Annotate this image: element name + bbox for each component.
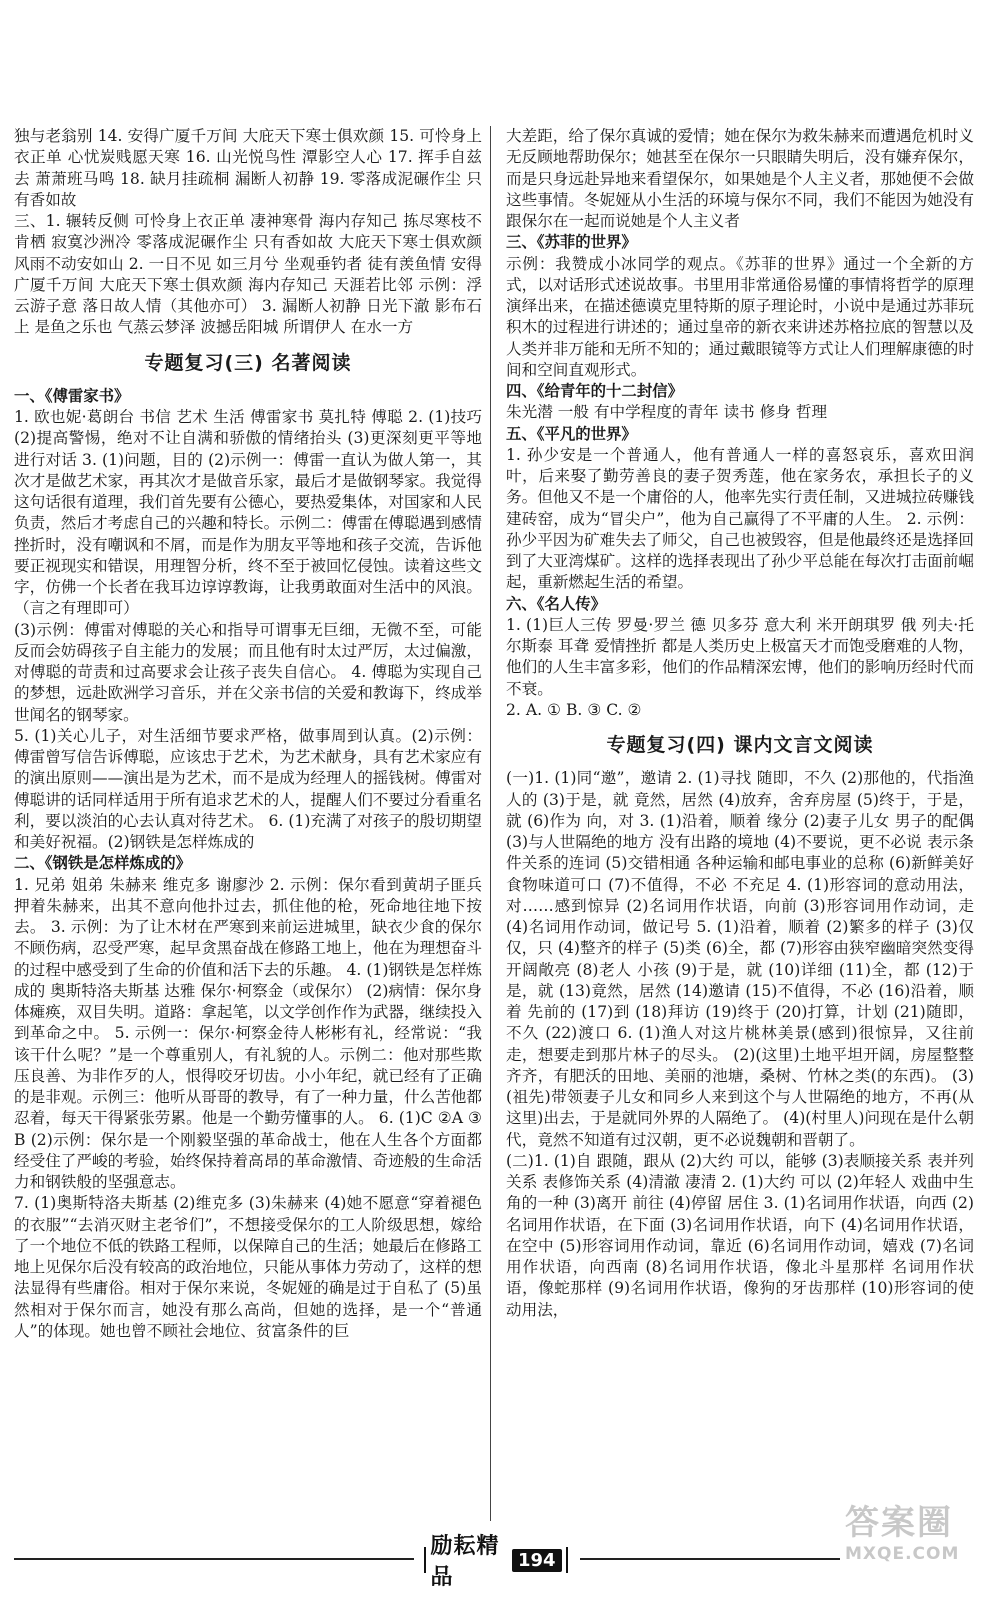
brand-name: 励耘精品 — [430, 1534, 500, 1590]
footer-brand — [420, 1534, 572, 1590]
site-watermark — [845, 1495, 985, 1585]
footer-rule-left — [14, 1558, 414, 1560]
book-heading-steel: 二、《钢铁是怎样炼成的》 — [14, 854, 191, 873]
watermark-url: MXQE.COM — [845, 1544, 960, 1564]
column-divider — [490, 126, 491, 1521]
book-answers-fu-lei-3: 5. (1)关心儿子，对生活细节要求严格，做事周到认真。(2)示例：傅雷曾写信告诉傅聪，应该忠于艺术，为艺术献身，具有艺术家应有的演出原则——演出是为艺术，而不是成为经理人的摇钱树。傅雷对傅聪讲的话同样适用于所有追求艺术的人，提醒人们不要过分看重名利，要以淡泊的心去认真对待艺术。 6. (1)充满了对孩子的殷切期望和美好祝福。(2)钢铁是怎样炼成的 — [14, 726, 482, 851]
book-answers-famous-lives: 1. (1)巨人三传 罗曼·罗兰 德 贝多芬 意大利 米开朗琪罗 俄 列夫·托尔斯泰 耳聋 爱情挫折 都是人类历史上极富天才而饱受磨难的人物，他们的人生丰富多彩，他们的作品精深宏博，他们的影响历经时代而不衰。 — [506, 615, 974, 698]
book-heading-sophie: 三、《苏菲的世界》 — [506, 233, 637, 252]
footer-rule-right — [580, 1558, 840, 1560]
section-title-review-three: 专题复习(三) 名著阅读 — [144, 351, 352, 374]
book-heading-famous-lives: 六、《名人传》 — [506, 594, 607, 613]
book-answers-steel: 1. 兄弟 姐弟 朱赫来 维克多 谢廖沙 2. 示例：保尔看到黄胡子匪兵押着朱赫来，出其不意向他扑过去，抓住他的枪，死命地往地下按去。 3. 示例：为了让木材在严寒到来前运进城里，缺衣少食的保尔不顾伤病，忍受严寒，起早贪黑奋战在修路工地上，他在为理想奋斗的过程中感受到了生命的价值和活下去的乐趣。 4. (1)钢铁是怎样炼成的 奥斯特洛夫斯基 达雅 保尔·柯察金（或保尔） (2)病情：保尔身体瘫痪，双目失明。道路：拿起笔，以文学创作作为武器，继续投入到革命之中。 5. 示例一：保尔·柯察金待人彬彬有礼，经常说：“我该干什么呢？”是一个尊重别人，有礼貌的人。示例二：他对那些欺压良善、为非作歹的人，恨得咬牙切齿。小小年纪，就已经有了正确的是非观。示例三：他听从哥哥的教导，有了一种力量，什么苦他都忍着，每天干得紧张劳累。他是一个勤劳懂事的人。 6. (1)C ②A ③B (2)示例：保尔是一个刚毅坚强的革命战士，他在人生各个方面都经受住了严峻的考验，始终保持着高昂的革命激情、奇迹般的生命活力和钢铁般的坚强意志。 — [14, 875, 482, 1191]
classical-answers-part-one: (一)1. (1)同“邀”，邀请 2. (1)寻找 随即，不久 (2)那他的，代指渔人的 (3)于是，就 竟然，居然 (4)放弃，舍弃房屋 (5)终于，于是，就 (6)作为 向，对 3. (1)沿着，顺着 缘分 (2)妻子儿女 男子的配偶 (3)与人世隔绝的地方 没有出路的境地 (4)不要说，更不必说 表示条件关系的连词 (5)交错相通 各种运输和邮电事业的总称 (6)新鲜美好 食物味道可口 (7)不值得，不必 不充足 4. (1)形容词的意动用法，对……感到惊异 (2)名词用作状语，向前 (3)形容词用作动词，走 (4)名词用作动词，做记号 5. (1)沿着，顺着 (2)繁多的样子 (3)仅仅，只 (4)整齐的样子 (5)类 (6)全，都 (7)形容由狭窄幽暗突然变得开阔敞亮 (8)老人 小孩 (9)于是，就 (10)详细 (11)全，都 (12)于是，就 (13)竟然，居然 (14)邀请 (15)不值得，不必 (16)沿着，顺着 先前的 (17)到 (18)拜访 (19)终于 (20)打算，计划 (21)随即，不久 (22)渡口 6. (1)渔人对这片桃林美景(感到)很惊异，又往前走，想要走到那片林子的尽头。 (2)(这里)土地平坦开阔，房屋整整齐齐，有肥沃的田地、美丽的池塘，桑树、竹林之类(的东西)。 (3)(祖先)带领妻子儿女和同乡人来到这个与人世隔绝的地方，不再(从这里)出去，于是就同外界的人隔绝了。 (4)(村里人)问现在是什么朝代，竟然不知道有过汉朝，更不必说魏朝和晋朝了。 — [506, 769, 974, 1149]
book-answers-ordinary-world: 1. 孙少安是一个普通人，他有普通人一样的喜怒哀乐，喜欢田润叶，后来娶了勤劳善良的妻子贺秀莲，他在家务农，承担长子的义务。但他又不是一个庸俗的人，他率先实行责任制，又进城拉砖赚钱建砖窑，成为“冒尖户”，他为自己赢得了不平庸的人生。 2. 示例：孙少平因为矿难失去了师父，自己也被毁容，但是他最终还是选择回到了大亚湾煤矿。这样的选择表现出了孙少平总能在每次打击面前崛起，重新燃起生活的希望。 — [506, 445, 974, 592]
section-title-review-four: 专题复习(四) 课内文言文阅读 — [606, 734, 874, 756]
book-heading-fu-lei: 一、《傅雷家书》 — [14, 386, 130, 405]
left-column — [14, 126, 482, 1342]
book-heading-twelve-letters: 四、《给青年的十二封信》 — [506, 382, 683, 400]
page-number: 194 — [512, 1549, 562, 1572]
right-column — [506, 126, 974, 1321]
book-answers-steel-continued: 大差距，给了保尔真诚的爱情；她在保尔为救朱赫来而遭遇危机时义无反顾地帮助保尔；她甚至在保尔一只眼睛失明后，没有嫌弃保尔，而是只身远赴异地来看望保尔，如果她是个人主义者，那她便不会做这些事情。冬妮娅从小生活的环境与保尔不同，我们不能因为她没有跟保尔在一起而说她是个人主义者 — [506, 127, 974, 230]
book-heading-ordinary-world: 五、《平凡的世界》 — [506, 424, 637, 443]
book-answers-fu-lei-2: (3)示例：傅雷对傅聪的关心和指导可谓事无巨细，无微不至，可能反而会妨碍孩子自主能力的发展；而且他有时太过严厉，太过偏激，对傅聪的苛责和过高要求会让孩子丧失自信心。 4. 傅聪为实现自己的梦想，远赴欧洲学习音乐，并在父亲书信的关爱和教诲下，终成举世闻名的钢琴家。 — [14, 620, 482, 724]
watermark-logo-text: 答案圈 — [845, 1503, 953, 1543]
book-answers-famous-lives-2: 2. A. ① B. ③ C. ② — [506, 700, 642, 719]
book-answers-steel-2: 7. (1)奥斯特洛夫斯基 (2)维克多 (3)朱赫来 (4)她不愿意“穿着褪色的衣服”“去消灭财主老爷们”，不想接受保尔的工人阶级思想，嫁给了一个地位不低的铁路工程师，以保障自己的生活；她最后在修路工地上见保尔后没有较高的政治地位，只能从事体力劳动了，这样的想法显得有些庸俗。相对于保尔来说，冬妮娅的确是过于自私了 (5)虽然相对于保尔而言，她没有那么高尚，但她的选择，是一个“普通人”的体现。她也曾不顾社会地位、贫富条件的巨 — [14, 1194, 482, 1340]
book-answers-sophie: 示例：我赞成小冰同学的观点。《苏菲的世界》通过一个全新的方式，以对话形式述说故事。书里用非常通俗易懂的事情将哲学的原理演绎出来，在描述德谟克里特斯的原子理论时，小说中是通过苏菲玩积木的过程进行讲述的；通过皇帝的新衣来讲述苏格拉底的智慧以及人类并非万能和无所不知的；通过戴眼镜等方式让人们理解康德的时间和空间直观形式。 — [506, 254, 974, 379]
book-answers-twelve-letters: 朱光潜 一般 有中学程度的青年 读书 修身 哲理 — [506, 403, 828, 422]
brand-bar-right — [566, 1547, 568, 1573]
poetry-answers-section-three: 三、1. 辗转反侧 可怜身上衣正单 凄神寒骨 海内存知己 拣尽寒枝不肯栖 寂寞沙洲冷 零落成泥碾作尘 只有香如故 大庇天下寒士俱欢颜 风雨不动安如山 2. 一日不见 如三月兮 坐观垂钓者 徒有羡鱼情 安得广厦千万间 大庇天下寒士俱欢颜 海内存知己 天涯若比邻 示例：浮云游子意 落日故人情（其他亦可） 3. 漏断人初静 日光下澈 影布石上 是鱼之乐也 气蒸云梦泽 波撼岳阳城 所谓伊人 在水一方 — [14, 212, 482, 337]
brand-bar-left — [424, 1547, 426, 1573]
poetry-answers-intro: 独与老翁别 14. 安得广厦千万间 大庇天下寒士俱欢颜 15. 可怜身上衣正单 心忧炭贱愿天寒 16. 山光悦鸟性 潭影空人心 17. 挥手自兹去 萧萧班马鸣 18. 缺月挂疏桐 漏断人初静 19. 零落成泥碾作尘 只有香如故 — [14, 127, 482, 209]
classical-answers-part-two: (二)1. (1)自 跟随，跟从 (2)大约 可以，能够 (3)表顺接关系 表并列关系 表修饰关系 (4)清澈 凄清 2. (1)大约 可以 (2)年轻人 戏曲中生角的一种 (3)离开 前往 (4)停留 居住 3. (1)名词用作状语，向西 (2)名词用作状语，在下面 (3)名词用作状语，向下 (4)名词用作状语，在空中 (5)形容词用作动词，靠近 (6)名词用作动词，嬉戏 (7)名词用作状语，向西南 (8)名词用作状语，像北斗星那样 名词用作状语，像蛇那样 (9)名词用作状语，像狗的牙齿那样 (10)形容词的使动用法， — [506, 1151, 974, 1319]
book-answers-fu-lei: 1. 欧也妮·葛朗台 书信 艺术 生活 傅雷家书 莫扎特 傅聪 2. (1)技巧 (2)提高警惕，绝对不让自满和骄傲的情绪抬头 (3)更深刻更平等地进行对话 3. (1)问题，目的 (2)示例一：傅雷一直认为做人第一，其次才是做艺术家，再其次才是做音乐家，最后才是做钢琴家。我觉得这句话很有道理，我们首先要有公德心，要热爱集体，对国家和人民负责，然后才考虑自己的兴趣和特长。示例二：傅雷在傅聪遇到感情挫折时，没有嘲讽和不屑，而是作为朋友平等地和孩子交流，告诉他要正视现实和错误，用理智分析，终不至于被回忆侵蚀。读着这些文字，仿佛一个长者在我耳边谆谆教诲，让我勇敢面对生活中的风浪。（言之有理即可） — [14, 408, 482, 618]
